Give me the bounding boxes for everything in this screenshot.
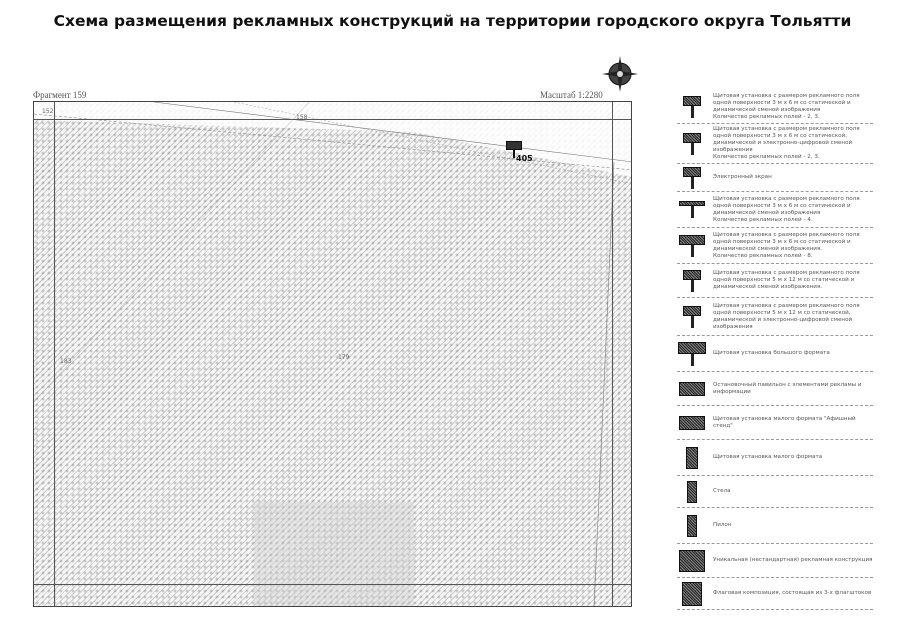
legend-text: Щитовая установка с размером рекламного поля одной поверхности 3 м х 6 м со статической и динамической сменой изображения Количество рекламных полей - 4. <box>713 195 860 223</box>
legend-item <box>677 508 873 544</box>
billboard-marker-icon[interactable] <box>506 141 522 150</box>
grid-line <box>612 102 613 606</box>
fragment-label: Фрагмент 159 <box>33 90 87 100</box>
legend-text: Уникальная (нестандартная) рекламная конструкция <box>713 557 873 563</box>
map-fragment[interactable] <box>33 101 632 607</box>
page-title: Схема размещения рекламных конструкций на территории городского округа Тольятти <box>53 12 852 30</box>
compass-rose-icon <box>600 54 640 94</box>
legend <box>677 90 873 610</box>
legend-text: Щитовая установка с размером рекламного поля одной поверхности 3 м х 6 м со статической, динамической и электронно-цифровой сменой изображения Количество рекламных полей - 2, 3. <box>713 126 860 160</box>
parcel-label: 183 <box>60 358 72 365</box>
billboard-number[interactable]: 405 <box>516 154 533 163</box>
legend-text: Щитовая установка малого формата "Афишный стенд" <box>713 415 856 429</box>
legend-text: Щитовая установка с размером рекламного поля одной поверхности 3 м х 6 м со статической и динамической сменой изображения. Количество рекламных полей - 8. <box>713 231 860 259</box>
legend-item <box>677 336 873 372</box>
legend-item <box>677 440 873 476</box>
small-billboard-icon <box>677 447 707 469</box>
legend-text: Электронный экран <box>713 174 772 180</box>
flag-composition-icon <box>677 582 707 606</box>
legend-text: Стела <box>713 488 731 494</box>
legend-item <box>677 298 873 336</box>
road-lines <box>34 102 632 607</box>
legend-item <box>677 406 873 440</box>
city-format-icon <box>677 416 707 430</box>
legend-text: Пилон <box>713 522 732 528</box>
parcel-label: 179 <box>338 354 350 361</box>
stele-icon <box>677 481 707 503</box>
parcel-label: 158 <box>296 114 308 121</box>
legend-text: Щитовая установка малого формата <box>713 454 823 460</box>
legend-item <box>677 544 873 578</box>
large-billboard-icon <box>677 342 707 366</box>
legend-text: Щитовая установка с размером рекламного поля одной поверхности 3 м х 6 м со статической и динамической сменой изображения Количество рекламных полей - 2, 3. <box>713 92 860 120</box>
legend-item <box>677 264 873 298</box>
grid-line <box>34 119 631 120</box>
billboard-3x6-icon <box>677 96 707 118</box>
billboard-post <box>513 150 515 158</box>
unique-construction-icon <box>677 550 707 572</box>
billboard-5x12-icon <box>677 270 707 292</box>
billboard-4-fields-icon <box>677 201 707 218</box>
legend-text: Флаговая композиция, состоящая из 3-х флагштоков <box>713 590 872 596</box>
legend-text: Щитовая установка с размером рекламного поля одной поверхности 5 м х 12 м со статической, динамической и электронно-цифровой сменой изображения <box>713 302 860 330</box>
legend-item <box>677 90 873 124</box>
billboard-8-fields-icon <box>677 235 707 257</box>
grid-line <box>54 102 55 606</box>
legend-item <box>677 164 873 192</box>
legend-item <box>677 124 873 164</box>
pylon-icon <box>677 515 707 537</box>
legend-item <box>677 476 873 508</box>
legend-item <box>677 228 873 264</box>
parcel-label: 152 <box>42 108 54 115</box>
electronic-screen-icon <box>677 167 707 189</box>
legend-item <box>677 192 873 228</box>
legend-text: Остановочный павильон с элементами рекламы и информации <box>713 381 862 395</box>
legend-item <box>677 578 873 610</box>
billboard-5x12-digital-icon <box>677 306 707 328</box>
grid-line <box>34 584 631 585</box>
legend-text: Щитовая установка с размером рекламного поля одной поверхности 5 м х 12 м со статической и динамической сменой изображения. <box>713 270 860 290</box>
legend-item <box>677 372 873 406</box>
scale-label: Масштаб 1:2280 <box>540 90 603 100</box>
bus-stop-icon <box>677 382 707 396</box>
billboard-3x6-digital-icon <box>677 133 707 155</box>
legend-text: Щитовая установка большого формата <box>713 350 830 356</box>
